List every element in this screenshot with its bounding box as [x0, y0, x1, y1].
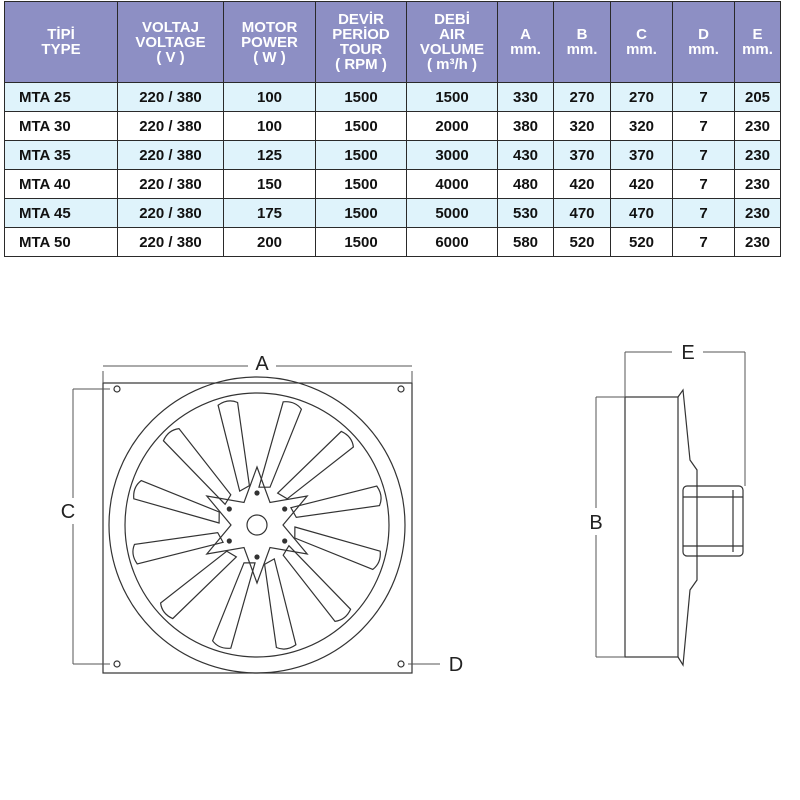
cell-rpm: 1500 [316, 228, 407, 257]
cell-c: 370 [611, 141, 673, 170]
mounting-hole [114, 386, 120, 392]
fan-blade [278, 431, 354, 498]
cell-e: 230 [735, 112, 781, 141]
cell-e: 230 [735, 170, 781, 199]
mounting-hole [398, 386, 404, 392]
hub-star [207, 467, 307, 583]
cell-b: 520 [554, 228, 611, 257]
header-motor-power: MOTOR POWER ( W ) [224, 2, 316, 83]
cell-air-volume: 4000 [407, 170, 498, 199]
fan-blade [213, 563, 255, 649]
guard-outer-ring [109, 377, 405, 673]
cell-b: 470 [554, 199, 611, 228]
dimension-label-b: B [589, 512, 603, 534]
header-e: E mm. [735, 2, 781, 83]
cell-b: 270 [554, 83, 611, 112]
cell-d: 7 [673, 170, 735, 199]
header-air-volume: DEBİ AIR VOLUME ( m³/h ) [407, 2, 498, 83]
front-view [103, 377, 412, 673]
cell-power: 125 [224, 141, 316, 170]
cell-power: 175 [224, 199, 316, 228]
cell-d: 7 [673, 83, 735, 112]
header-type: TİPİ TYPE [5, 2, 118, 83]
mounting-hole [398, 661, 404, 667]
guard-inner-ring [125, 393, 389, 657]
cell-a: 580 [498, 228, 554, 257]
cell-rpm: 1500 [316, 141, 407, 170]
cell-b: 420 [554, 170, 611, 199]
cell-rpm: 1500 [316, 112, 407, 141]
dimension-label-d: D [448, 654, 464, 676]
cell-type: MTA 50 [5, 228, 118, 257]
fan-blade [295, 527, 381, 569]
cell-voltage: 220 / 380 [118, 112, 224, 141]
hub-center [247, 515, 267, 535]
hub-hole [255, 491, 259, 495]
cell-a: 480 [498, 170, 554, 199]
cell-d: 7 [673, 141, 735, 170]
cell-a: 330 [498, 83, 554, 112]
cell-d: 7 [673, 112, 735, 141]
cell-rpm: 1500 [316, 199, 407, 228]
fan-blade [218, 401, 249, 491]
cell-air-volume: 1500 [407, 83, 498, 112]
fan-blade [283, 546, 350, 622]
cell-air-volume: 2000 [407, 112, 498, 141]
cell-rpm: 1500 [316, 83, 407, 112]
cell-e: 230 [735, 199, 781, 228]
header-c: C mm. [611, 2, 673, 83]
cell-power: 100 [224, 112, 316, 141]
cell-c: 470 [611, 199, 673, 228]
hub-hole [227, 507, 231, 511]
fan-blade [161, 551, 237, 618]
cell-e: 230 [735, 228, 781, 257]
side-housing [625, 397, 678, 657]
hub-star-outline [207, 467, 307, 583]
cell-type: MTA 45 [5, 199, 118, 228]
cell-power: 150 [224, 170, 316, 199]
side-guard [678, 390, 697, 665]
cell-air-volume: 5000 [407, 199, 498, 228]
header-d: D mm. [673, 2, 735, 83]
cell-power: 200 [224, 228, 316, 257]
cell-a: 530 [498, 199, 554, 228]
cell-e: 205 [735, 83, 781, 112]
fan-blade [163, 429, 230, 505]
cell-voltage: 220 / 380 [118, 83, 224, 112]
cell-type: MTA 40 [5, 170, 118, 199]
hub-hole [227, 539, 231, 543]
cell-c: 520 [611, 228, 673, 257]
header-b: B mm. [554, 2, 611, 83]
header-a: A mm. [498, 2, 554, 83]
fan-blade [265, 559, 296, 649]
cell-a: 430 [498, 141, 554, 170]
cell-b: 320 [554, 112, 611, 141]
dimension-label-e: E [681, 342, 695, 364]
cell-voltage: 220 / 380 [118, 141, 224, 170]
header-voltage: VOLTAJ VOLTAGE ( V ) [118, 2, 224, 83]
cell-voltage: 220 / 380 [118, 228, 224, 257]
hub-hole [283, 539, 287, 543]
fan-blade [133, 533, 223, 564]
cell-d: 7 [673, 228, 735, 257]
hub-hole [255, 555, 259, 559]
cell-type: MTA 30 [5, 112, 118, 141]
side-dimensions [596, 352, 745, 657]
cell-c: 320 [611, 112, 673, 141]
cell-air-volume: 6000 [407, 228, 498, 257]
dimension-label-a: A [255, 353, 269, 375]
fan-blades [133, 401, 381, 649]
cell-voltage: 220 / 380 [118, 199, 224, 228]
cell-type: MTA 35 [5, 141, 118, 170]
cell-c: 420 [611, 170, 673, 199]
cell-d: 7 [673, 199, 735, 228]
cell-a: 380 [498, 112, 554, 141]
header-rpm: DEVİR PERİOD TOUR ( RPM ) [316, 2, 407, 83]
hub-hole [283, 507, 287, 511]
dimension-label-c: C [60, 501, 76, 523]
mounting-hole [114, 661, 120, 667]
cell-type: MTA 25 [5, 83, 118, 112]
fan-blade [134, 481, 220, 523]
cell-air-volume: 3000 [407, 141, 498, 170]
mounting-plate [103, 383, 412, 673]
cell-c: 270 [611, 83, 673, 112]
cell-b: 370 [554, 141, 611, 170]
cell-e: 230 [735, 141, 781, 170]
fan-blade [291, 486, 381, 517]
side-view [625, 390, 743, 665]
cell-voltage: 220 / 380 [118, 170, 224, 199]
fan-blade [259, 402, 301, 488]
cell-power: 100 [224, 83, 316, 112]
cell-rpm: 1500 [316, 170, 407, 199]
